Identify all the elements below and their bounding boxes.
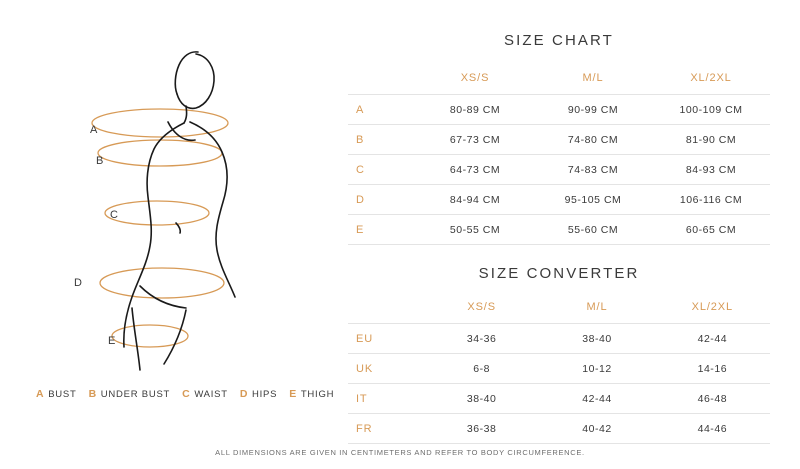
size-converter-title: SIZE CONVERTER (478, 265, 640, 282)
cell-value: 90-99 CM (534, 95, 652, 125)
legend-label: BUST (48, 388, 77, 400)
legend-label: WAIST (194, 388, 228, 400)
table-row (348, 215, 770, 245)
cell-value: 34-36 (424, 324, 539, 354)
body-measurement-diagram (0, 18, 340, 378)
cell-value: 74-83 CM (534, 155, 652, 185)
cell-value: 60-65 CM (652, 215, 770, 245)
size-chart-body (348, 95, 770, 245)
cell-value: 84-94 CM (416, 185, 534, 215)
legend-key: A (36, 388, 45, 400)
cell-value: 10-12 (539, 354, 654, 384)
table-header-row (348, 63, 770, 95)
size-converter-table (348, 292, 770, 444)
size-converter-col-2: M/L (539, 292, 654, 324)
table-row (348, 384, 770, 414)
cell-value: 42-44 (655, 324, 770, 354)
body-hair (175, 52, 198, 94)
cell-value: 81-90 CM (652, 125, 770, 155)
size-chart-block (348, 32, 770, 245)
marker-b: B (96, 155, 104, 167)
table-row (348, 185, 770, 215)
size-converter-block (348, 265, 770, 444)
body-neck (184, 106, 187, 123)
legend-key: B (88, 388, 97, 400)
marker-a: A (90, 124, 98, 136)
legend-label: UNDER BUST (100, 388, 171, 400)
row-key: A (348, 95, 416, 125)
size-chart-head (348, 63, 770, 95)
table-row (348, 125, 770, 155)
size-chart-col-3: XL/2XL (652, 63, 770, 95)
cell-value: 6-8 (424, 354, 539, 384)
legend-item-a (36, 388, 77, 400)
table-row (348, 155, 770, 185)
cell-value: 95-105 CM (534, 185, 652, 215)
legend-key: E (289, 388, 297, 400)
row-key: UK (348, 354, 424, 384)
size-converter-head (348, 292, 770, 324)
table-row (348, 414, 770, 444)
legend-key: D (239, 388, 249, 400)
row-key: IT (348, 384, 424, 414)
cell-value: 64-73 CM (416, 155, 534, 185)
cell-value: 50-55 CM (416, 215, 534, 245)
cell-value: 42-44 (539, 384, 654, 414)
size-converter-col-3: XL/2XL (655, 292, 770, 324)
legend-item-c (182, 388, 228, 400)
body-leg-left (132, 308, 140, 370)
cell-value: 80-89 CM (416, 95, 534, 125)
cell-value: 38-40 (424, 384, 539, 414)
body-head (177, 54, 214, 108)
measure-ring-c (105, 201, 209, 225)
footnote: ALL DIMENSIONS ARE GIVEN IN CENTIMETERS AND REFER TO BODY CIRCUMFERENCE. (215, 448, 585, 457)
size-converter-col-1: XS/S (424, 292, 539, 324)
table-row (348, 95, 770, 125)
legend-label: THIGH (300, 388, 335, 400)
body-navel (176, 223, 180, 233)
marker-c: C (110, 209, 118, 221)
size-chart-table (348, 63, 770, 245)
figure-column (0, 0, 340, 444)
cell-value: 84-93 CM (652, 155, 770, 185)
measure-ring-d (100, 268, 224, 298)
cell-value: 40-42 (539, 414, 654, 444)
cell-value: 100-109 CM (652, 95, 770, 125)
table-row (348, 324, 770, 354)
legend-label: HIPS (252, 388, 278, 400)
size-converter-body (348, 324, 770, 444)
size-chart-col-0 (348, 63, 416, 95)
cell-value: 55-60 CM (534, 215, 652, 245)
row-key: E (348, 215, 416, 245)
row-key: B (348, 125, 416, 155)
legend (36, 388, 334, 400)
cell-value: 14-16 (655, 354, 770, 384)
legend-item-d (240, 388, 277, 400)
cell-value: 44-46 (655, 414, 770, 444)
marker-d: D (74, 277, 82, 289)
row-key: FR (348, 414, 424, 444)
tables-column (340, 0, 800, 444)
row-key: D (348, 185, 416, 215)
size-chart-title: SIZE CHART (504, 32, 614, 49)
size-chart-col-1: XS/S (416, 63, 534, 95)
row-key: EU (348, 324, 424, 354)
cell-value: 36-38 (424, 414, 539, 444)
marker-e: E (108, 335, 116, 347)
cell-value: 106-116 CM (652, 185, 770, 215)
size-chart-col-2: M/L (534, 63, 652, 95)
measure-ring-b (98, 140, 222, 166)
cell-value: 74-80 CM (534, 125, 652, 155)
table-header-row (348, 292, 770, 324)
row-key: C (348, 155, 416, 185)
cell-value: 38-40 (539, 324, 654, 354)
table-row (348, 354, 770, 384)
legend-item-b (89, 388, 171, 400)
body-leg-right (164, 310, 186, 364)
cell-value: 67-73 CM (416, 125, 534, 155)
legend-key: C (182, 388, 191, 400)
cell-value: 46-48 (655, 384, 770, 414)
legend-item-e (289, 388, 334, 400)
size-converter-col-0 (348, 292, 424, 324)
